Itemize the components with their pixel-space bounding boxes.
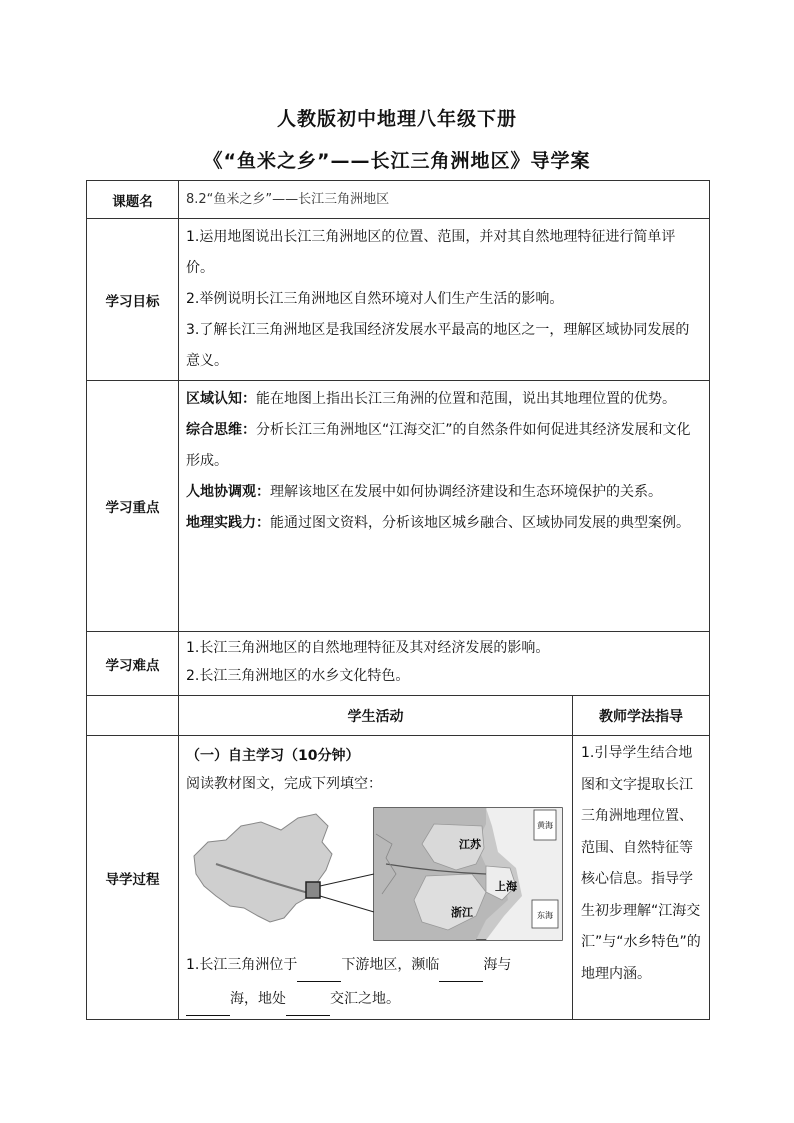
focus-item (186, 508, 703, 539)
instruction-text: 阅读教材图文，完成下列填空： (186, 776, 382, 792)
goals-row (87, 219, 710, 381)
focus-row (87, 381, 710, 632)
difficulty-label: 学习难点 (87, 632, 179, 696)
document-title: 人教版初中地理八年级下册 (276, 108, 517, 130)
blank-field[interactable] (439, 963, 483, 982)
focus-head: 综合思维： (186, 422, 256, 438)
fill-blank-question: 1.长江三角洲位于 下游地区，濒临 海与 海，地处 交汇之地。 (186, 948, 566, 1016)
focus-text: 理解该地区在发展中如何协调经济建设和生态环境保护的关系。 (270, 484, 662, 500)
goal-item: 2.举例说明长江三角洲地区自然环境对人们生产生活的影响。 (186, 291, 564, 307)
difficulty-item: 1.长江三角洲地区的自然地理特征及其对经济发展的影响。 (186, 640, 550, 656)
blank-field[interactable] (286, 997, 330, 1016)
china-map-shape (194, 814, 332, 922)
topic-row (87, 181, 710, 219)
focus-text: 分析长江三角洲地区“江海交汇”的自然条件如何促进其经济发展和文化形成。 (186, 422, 691, 469)
focus-label: 学习重点 (87, 381, 179, 632)
blank-field[interactable] (186, 997, 230, 1016)
focus-box (306, 882, 320, 898)
student-activity-header: 学生活动 (179, 696, 573, 736)
teacher-guide-text: 1.引导学生结合地图和文字提取长江三角洲地理位置、范围、自然特征等核心信息。指导学生初步理解“江海交汇”与“水乡特色”的地理内涵。 (581, 745, 701, 982)
map-label-huanghai: 黄海 (537, 821, 553, 830)
difficulty-list (179, 632, 709, 693)
goals-list (179, 219, 709, 380)
teacher-guide-header: 教师学法指导 (573, 696, 710, 736)
process-label: 导学过程 (87, 736, 179, 1020)
map-label-jiangsu: 江苏 (459, 838, 481, 851)
blank-field[interactable] (297, 963, 341, 982)
focus-head: 人地协调观： (186, 484, 270, 500)
focus-text: 能在地图上指出长江三角洲的位置和范围，说出其地理位置的优势。 (256, 391, 676, 407)
section-title: （一）自主学习（10分钟） (186, 748, 360, 764)
map-label-zhejiang: 浙江 (451, 906, 473, 919)
focus-head: 区域认知： (186, 391, 256, 407)
activity-header-row (87, 696, 710, 736)
focus-text: 能通过图文资料，分析该地区城乡融合、区域协同发展的典型案例。 (270, 515, 690, 531)
difficulty-item: 2.长江三角洲地区的水乡文化特色。 (186, 668, 410, 684)
document-subtitle: 《“鱼米之乡”——长江三角洲地区》导学案 (203, 150, 591, 172)
map-figure (186, 804, 566, 944)
topic-label: 课题名 (87, 181, 179, 219)
focus-item (186, 384, 703, 415)
focus-head: 地理实践力： (186, 515, 270, 531)
student-activity (179, 736, 572, 1019)
guide-table (86, 180, 710, 1020)
map-label-shanghai: 上海 (495, 880, 517, 893)
map-svg (186, 804, 566, 944)
focus-list (179, 381, 709, 542)
goal-item: 3.了解长江三角洲地区是我国经济发展水平最高的地区之一，理解区域协同发展的意义。 (186, 322, 690, 369)
map-label-donghai: 东海 (537, 911, 553, 920)
focus-item (186, 415, 703, 477)
focus-item (186, 477, 703, 508)
process-row (87, 736, 710, 1020)
topic-value: 8.2“鱼米之乡”——长江三角洲地区 (186, 192, 390, 207)
difficulty-row (87, 632, 710, 696)
goals-label: 学习目标 (87, 219, 179, 381)
goal-item: 1.运用地图说出长江三角洲地区的位置、范围，并对其自然地理特征进行简单评价。 (186, 229, 676, 276)
